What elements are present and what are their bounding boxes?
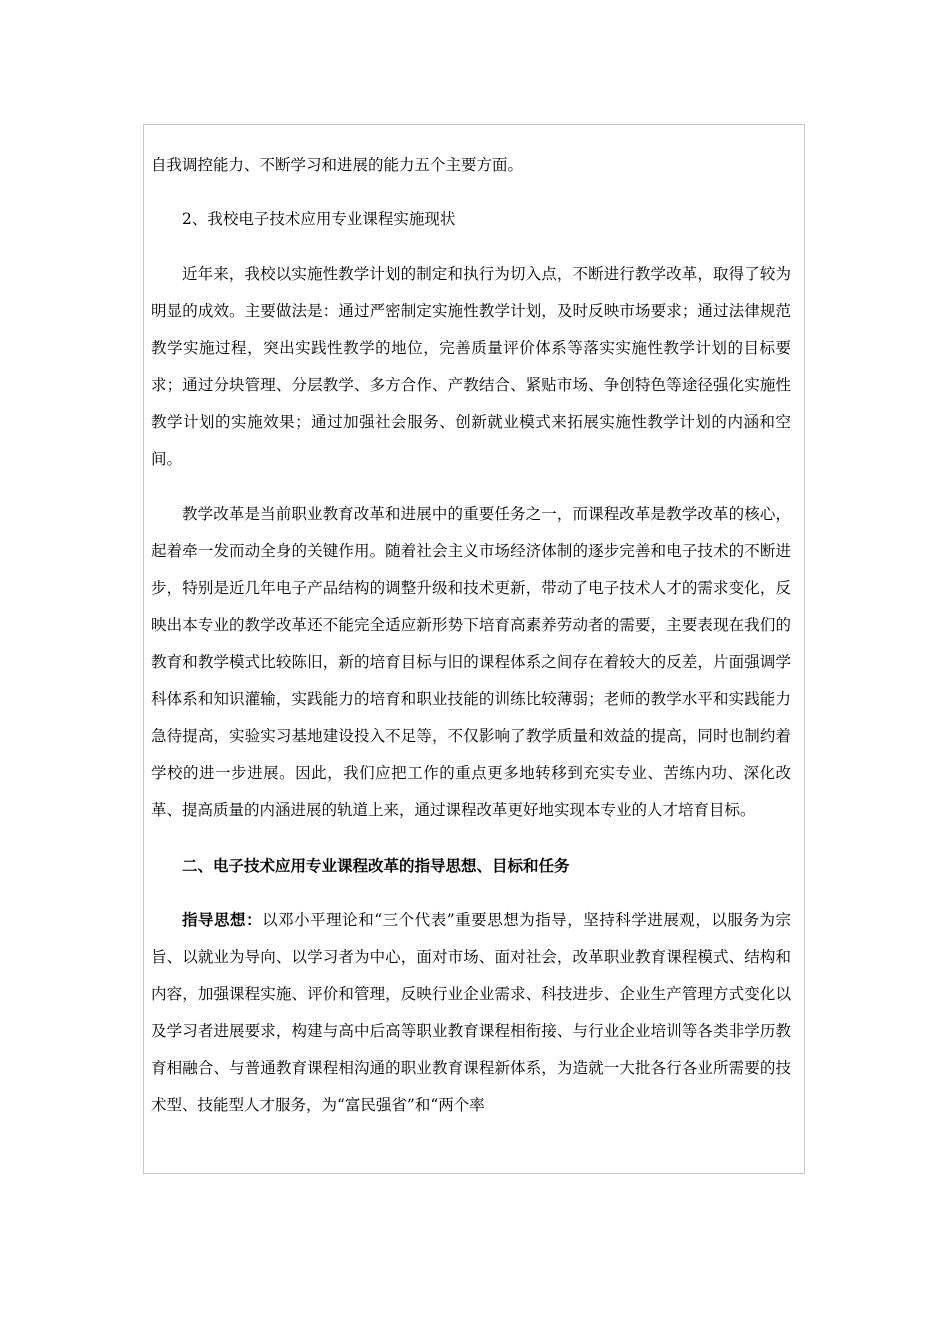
document-content <box>151 147 791 1142</box>
section-heading-2: 2、我校电子技术应用专业课程实施现状 <box>182 210 456 228</box>
document-frame <box>143 124 805 1174</box>
guiding-ideology-label: 指导思想： <box>182 910 263 929</box>
paragraph-3: 教学改革是当前职业教育改革和进展中的重要任务之一，而课程改革是教学改革的核心，起着牵一发而动全身的关键作用。随着社会主义市场经济体制的逐步完善和电子技术的不断进步，特别是近几年电子产品结构的调整升级和技术更新，带动了电子技术人才的需求变化，反映出本专业的教学改革还不能完全适应新形势下培育高素养劳动者的需要，主要表现在我们的教育和教学模式比较陈旧，新的培育目标与旧的课程体系之间存在着较大的反差，片面强调学科体系和知识灌输，实践能力的培育和职业技能的训练比较薄弱；老师的教学水平和实践能力急待提高，实验实习基地建设投入不足等，不仅影响了教学质量和效益的提高，同时也制约着学校的进一步进展。因此，我们应把工作的重点更多地转移到充实专业、苦练内功、深化改革、提高质量的内涵进展的轨道上来，通过课程改革更好地实现本专业的人才培育目标。 <box>151 505 791 819</box>
guiding-ideology-text: 以邓小平理论和“三个代表”重要思想为指导，坚持科学进展观，以服务为宗旨、以就业为导向、以学习者为中心，面对市场、面对社会，改革职业教育课程模式、结构和内容，加强课程实施、评价和管理，反映行业企业需求、科技进步、企业生产管理方式变化以及学习者进展要求，构建与高中后高等职业教育课程相衔接、与行业企业培训等各类非学历教育相融合、与普通教育课程相沟通的职业教育课程新体系，为造就一大批各行各业所需要的技术型、技能型人才服务，为“富民强省”和“两个率 <box>151 911 791 1114</box>
paragraph-1: 自我调控能力、不断学习和进展的能力五个主要方面。 <box>151 156 524 174</box>
paragraph-2: 近年来，我校以实施性教学计划的制定和执行为切入点，不断进行教学改革，取得了较为明显的成效。主要做法是：通过严密制定实施性教学计划，及时反映市场要求；通过法律规范教学实施过程，突出实践性教学的地位，完善质量评价体系等落实实施性教学计划的目标要求；通过分块管理、分层教学、多方合作、产教结合、紧贴市场、争创特色等途径强化实施性教学计划的实施效果；通过加强社会服务、创新就业模式来拓展实施性教学计划的内涵和空间。 <box>151 265 791 468</box>
paragraph-guiding-ideology <box>151 901 791 1124</box>
section-heading-two: 二、电子技术应用专业课程改革的指导思想、目标和任务 <box>182 856 570 875</box>
